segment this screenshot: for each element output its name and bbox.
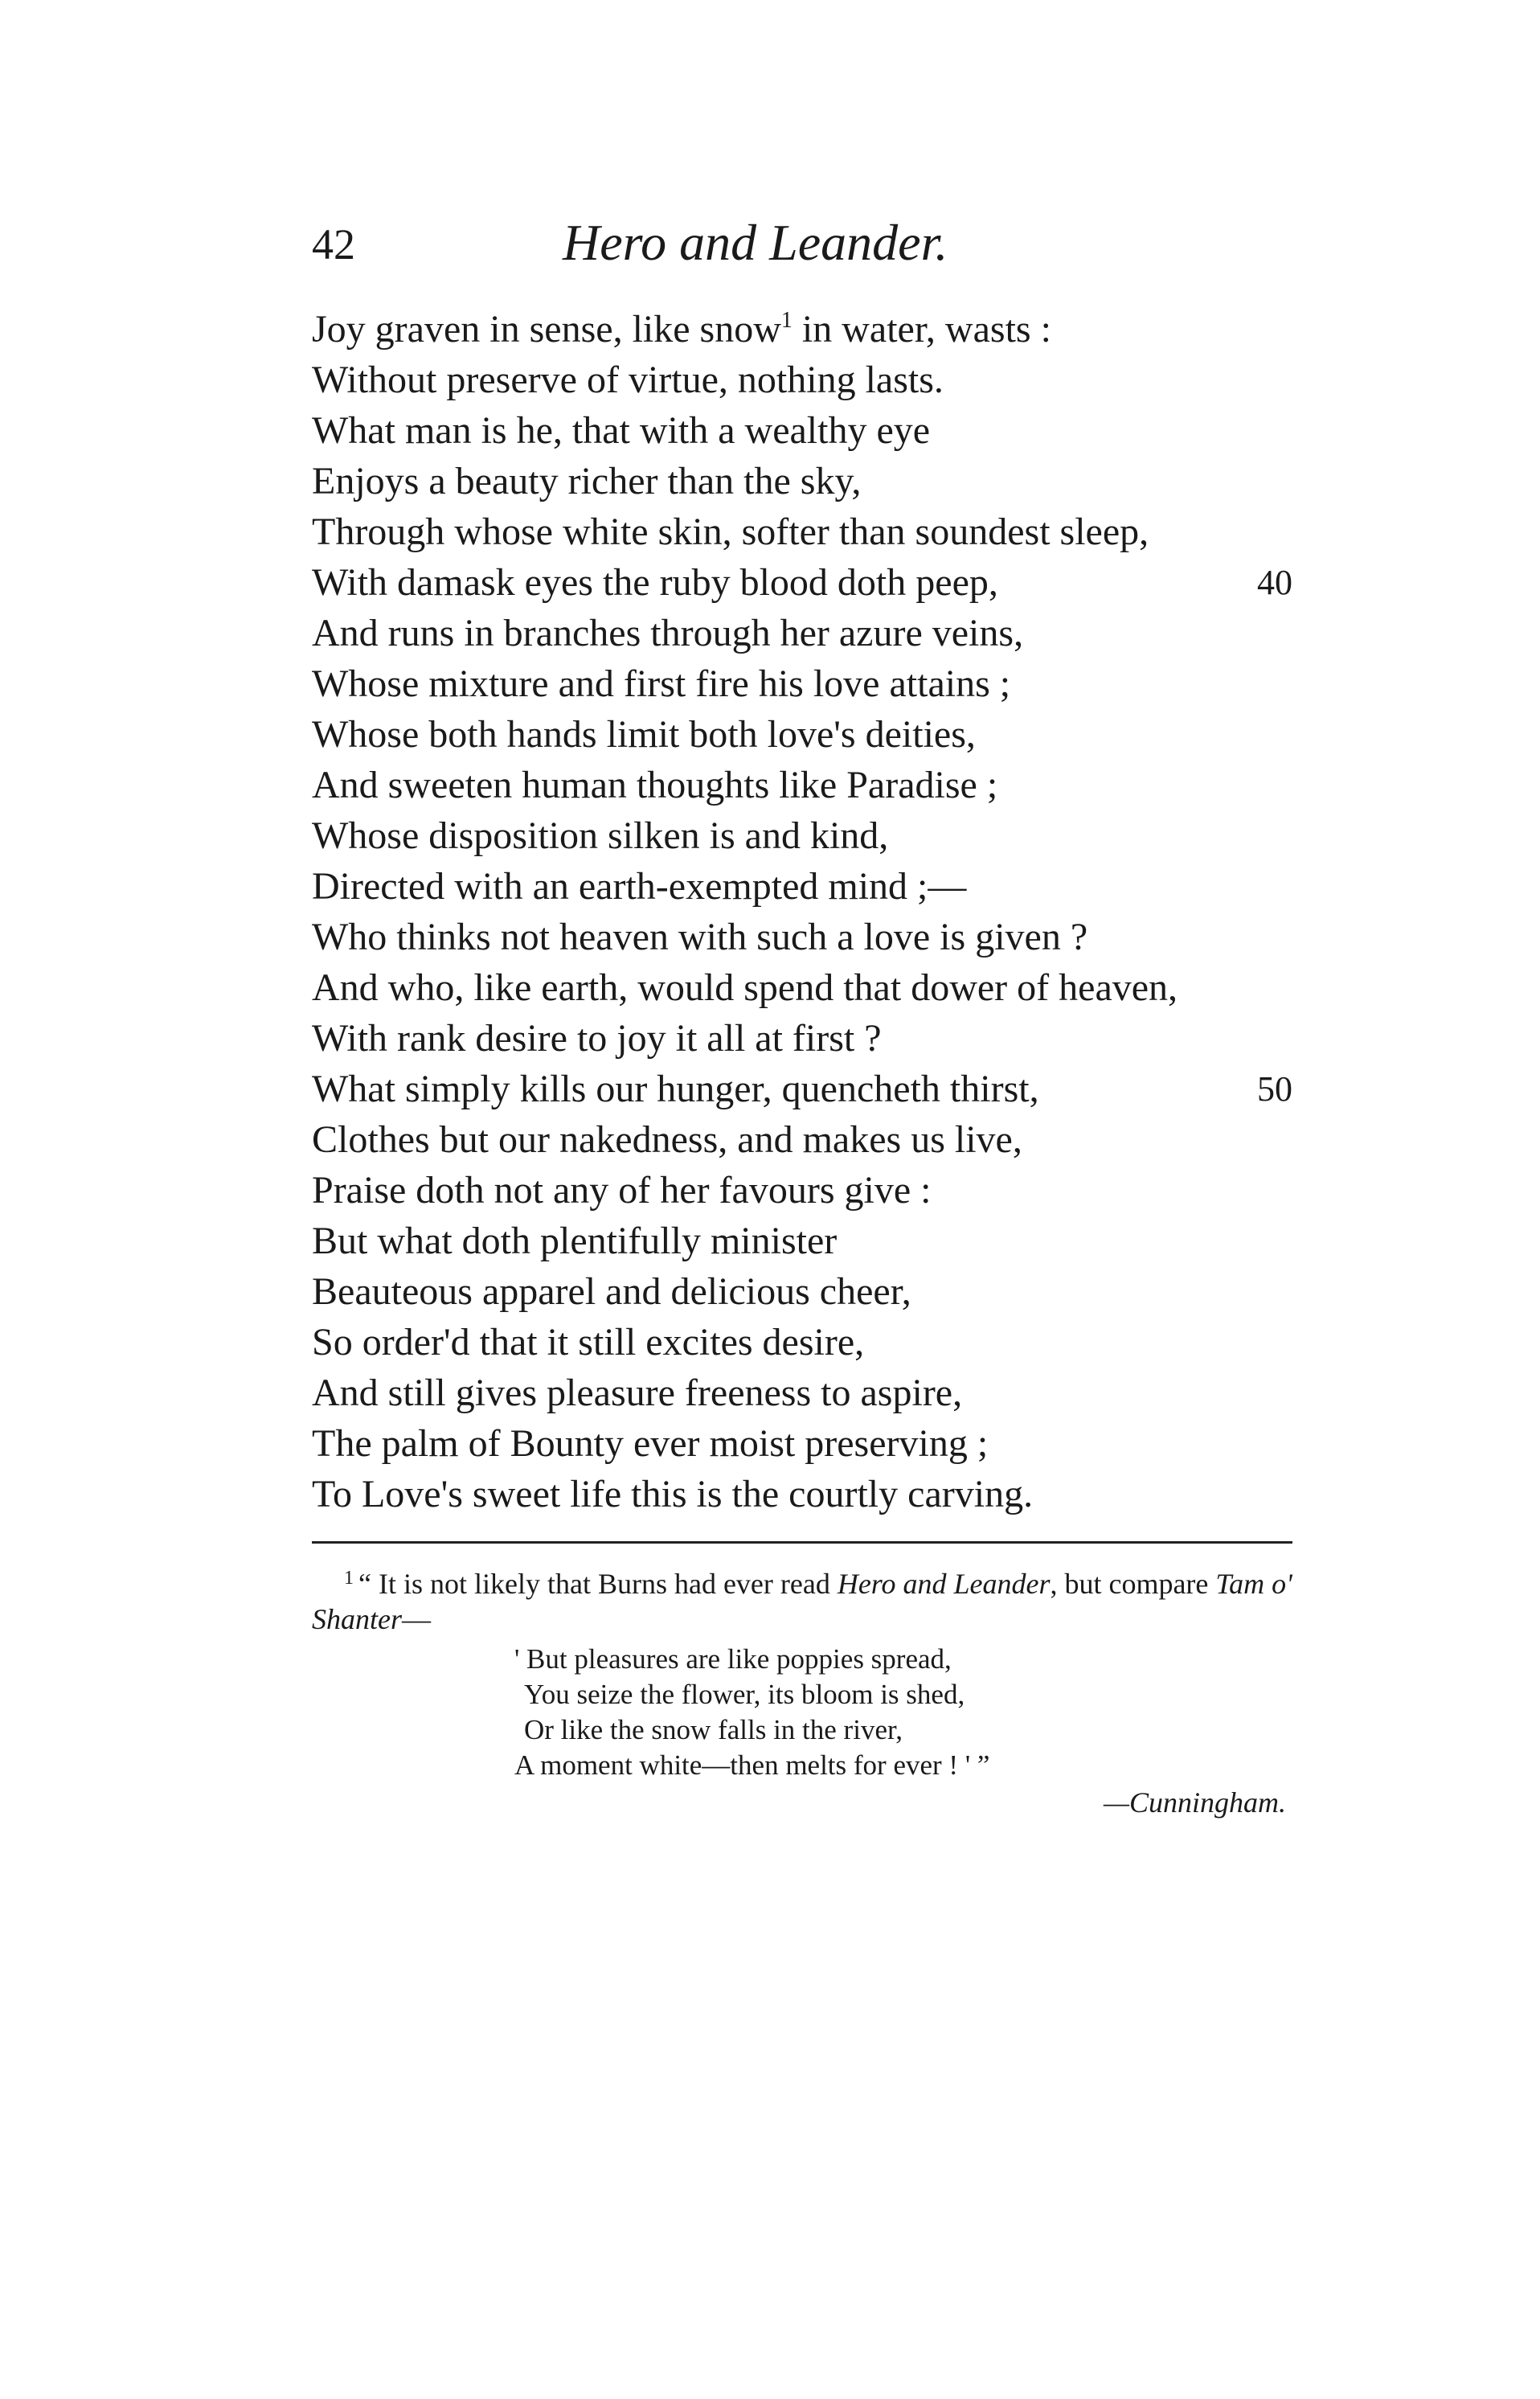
verse-text: And who, like earth, would spend that dower of heaven, [312,966,1178,1009]
footnote-span: — [402,1603,431,1635]
verse-line [312,912,1309,962]
verse-line [312,962,1309,1013]
footnote-text [312,1566,1302,1637]
footnote-span: “ It is not likely that Burns had ever read [358,1568,838,1600]
verse-text: But what doth plentifully minister [312,1220,838,1262]
verse-line [312,658,1309,709]
verse-line [312,1317,1309,1368]
work-title: Hero and Leander [837,1568,1051,1600]
page-number: 42 [312,220,355,269]
verse-line [312,355,1309,405]
verse-text: Without preserve of virtue, nothing lasts. [312,359,944,401]
verse-line [312,1013,1309,1064]
verse-text: Whose mixture and first fire his love attains ; [312,662,1011,705]
verse-line [312,304,1309,355]
running-title: Hero and Leander. [563,214,948,271]
verse-text: With damask eyes the ruby blood doth peep, [312,561,998,604]
work-title: Tam o' Shanter [312,1568,1292,1635]
verse-block [312,304,1309,1519]
quote-line: You seize the flower, its bloom is shed, [524,1679,965,1710]
verse-text: Joy graven in sense, like snow [312,308,781,351]
verse-line [312,1266,1309,1317]
footnote [312,1566,1302,1820]
quote-line: A moment white—then melts for ever ! ' ” [514,1749,990,1781]
verse-text: in water, wasts : [792,308,1051,351]
verse-line [312,709,1309,760]
verse-line [312,557,1309,608]
verse-text: Who thinks not heaven with such a love is given ? [312,916,1088,958]
verse-text: So order'd that it still excites desire, [312,1321,865,1364]
attribution: —Cunningham. [1103,1786,1286,1819]
verse-line [312,1114,1309,1165]
footnote-reference: 1 [780,308,793,333]
verse-line [312,861,1309,912]
verse-text: To Love's sweet life this is the courtly carving. [312,1473,1034,1515]
verse-line [312,608,1309,658]
verse-text: With rank desire to joy it all at first ? [312,1017,882,1060]
verse-text: Beauteous apparel and delicious cheer, [312,1270,911,1313]
verse-line [312,1216,1309,1266]
verse-line [312,456,1309,506]
verse-text: Whose both hands limit both love's deities, [312,713,976,756]
line-number: 40 [1257,563,1292,602]
quote-line: Or like the snow falls in the river, [524,1714,903,1745]
quote-line: ' But pleasures are like poppies spread, [514,1643,952,1675]
verse-line [312,1368,1309,1418]
verse-line [312,760,1309,810]
verse-line [312,405,1309,456]
verse-text: Clothes but our nakedness, and makes us live, [312,1118,1022,1161]
verse-text: Enjoys a beauty richer than the sky, [312,460,862,502]
verse-text: And sweeten human thoughts like Paradise ; [312,764,998,806]
verse-line [312,1064,1309,1114]
verse-text: What simply kills our hunger, quencheth thirst, [312,1068,1039,1110]
verse-text: And runs in branches through her azure veins, [312,612,1024,654]
verse-text: Whose disposition silken is and kind, [312,814,889,857]
verse-line [312,1165,1309,1216]
verse-text: And still gives pleasure freeness to aspire, [312,1372,963,1414]
footnote-divider [312,1541,1292,1544]
footnote-span: , but compare [1050,1568,1216,1600]
verse-line [312,1418,1309,1469]
verse-line [312,1469,1309,1519]
line-number: 50 [1257,1069,1292,1109]
verse-text: What man is he, that with a wealthy eye [312,409,931,452]
footnote-marker: 1 [344,1568,354,1589]
verse-text: Praise doth not any of her favours give : [312,1169,932,1212]
verse-line [312,810,1309,861]
verse-line [312,506,1309,557]
quoted-verse [312,1642,1302,1783]
verse-text: Through whose white skin, softer than soundest sleep, [312,511,1149,553]
verse-text: The palm of Bounty ever moist preserving ; [312,1422,989,1465]
verse-text: Directed with an earth-exempted mind ;— [312,865,967,908]
